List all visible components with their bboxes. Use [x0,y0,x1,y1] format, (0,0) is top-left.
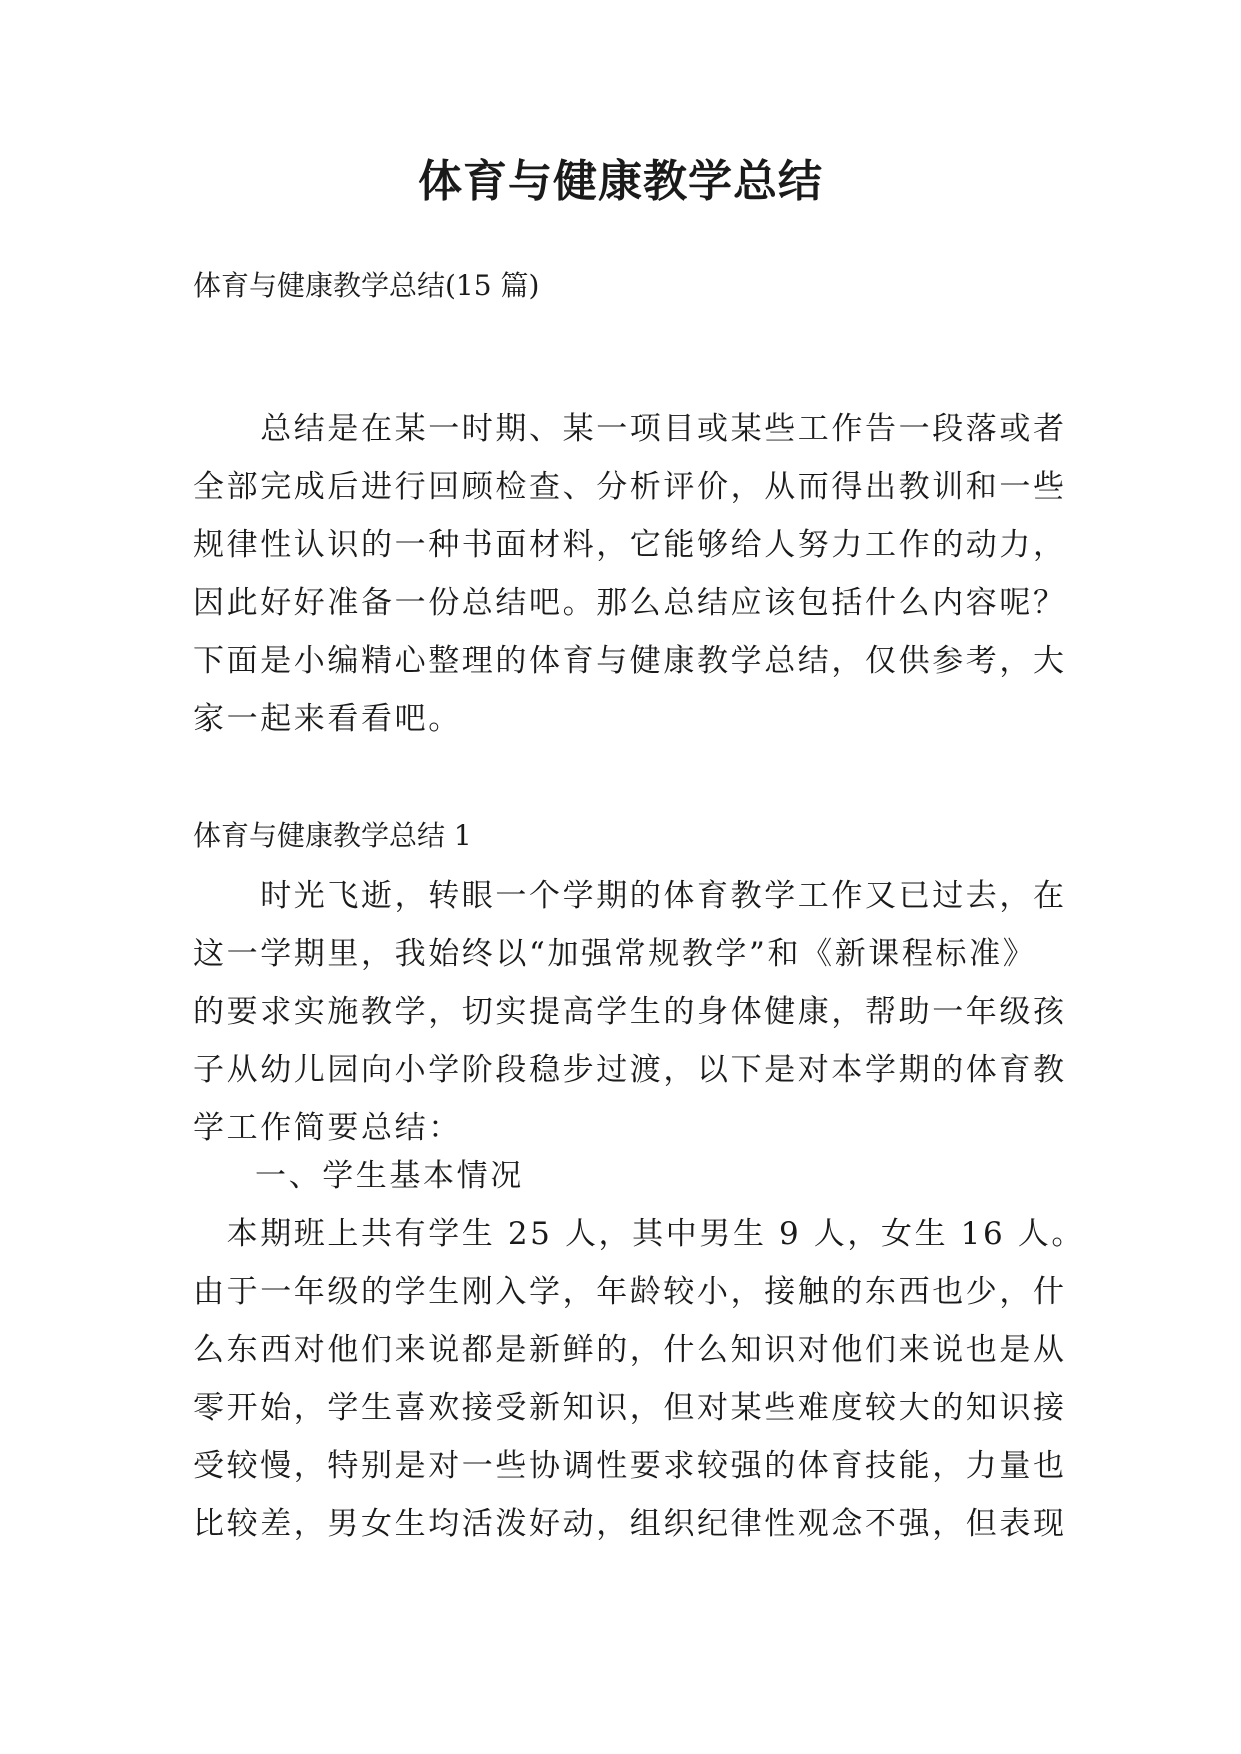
intro-line: 因此好好准备一份总结吧。那么总结应该包括什么内容呢？ [193,585,1067,621]
paragraph-line: 子从幼儿园向小学阶段稳步过渡，以下是对本学期的体育教 [193,1052,1067,1088]
section1-paragraph-1 [193,867,1067,1157]
intro-line: 下面是小编精心整理的体育与健康教学总结，仅供参考，大 [193,643,1067,679]
paragraph-line: 么东西对他们来说都是新鲜的，什么知识对他们来说也是从 [193,1332,1067,1368]
paragraph-line: 由于一年级的学生刚入学，年龄较小，接触的东西也少，什 [193,1274,1067,1310]
paragraph-line: 受较慢，特别是对一些协调性要求较强的体育技能，力量也 [193,1448,1067,1484]
paragraph-line: 时光飞逝，转眼一个学期的体育教学工作又已过去，在 [193,878,1067,914]
intro-line: 家一起来看看吧。 [193,701,462,737]
section1-heading: 一、学生基本情况 [255,1158,524,1194]
paragraph-line: 这一学期里，我始终以“加强常规教学”和《新课程标准》 [193,936,1037,972]
intro-line: 总结是在某一时期、某一项目或某些工作告一段落或者 [193,411,1067,447]
paragraph-line: 零开始，学生喜欢接受新知识，但对某些难度较大的知识接 [193,1390,1067,1426]
intro-line: 全部完成后进行回顾检查、分析评价，从而得出教训和一些 [193,469,1067,505]
section-title: 体育与健康教学总结 1 [193,819,472,852]
document-subtitle: 体育与健康教学总结(15 篇) [193,269,540,302]
paragraph-line: 学工作简要总结： [193,1110,462,1146]
document-title: 体育与健康教学总结 [418,156,823,207]
paragraph-line: 比较差，男女生均活泼好动，组织纪律性观念不强，但表现 [193,1506,1067,1542]
intro-paragraph [193,400,1067,748]
intro-line: 规律性认识的一种书面材料，它能够给人努力工作的动力， [193,527,1067,563]
section1-paragraph-2 [193,1205,1085,1553]
paragraph-line: 的要求实施教学，切实提高学生的身体健康，帮助一年级孩 [193,994,1067,1030]
paragraph-line: 本期班上共有学生 25 人，其中男生 9 人，女生 16 人。 [193,1216,1085,1252]
